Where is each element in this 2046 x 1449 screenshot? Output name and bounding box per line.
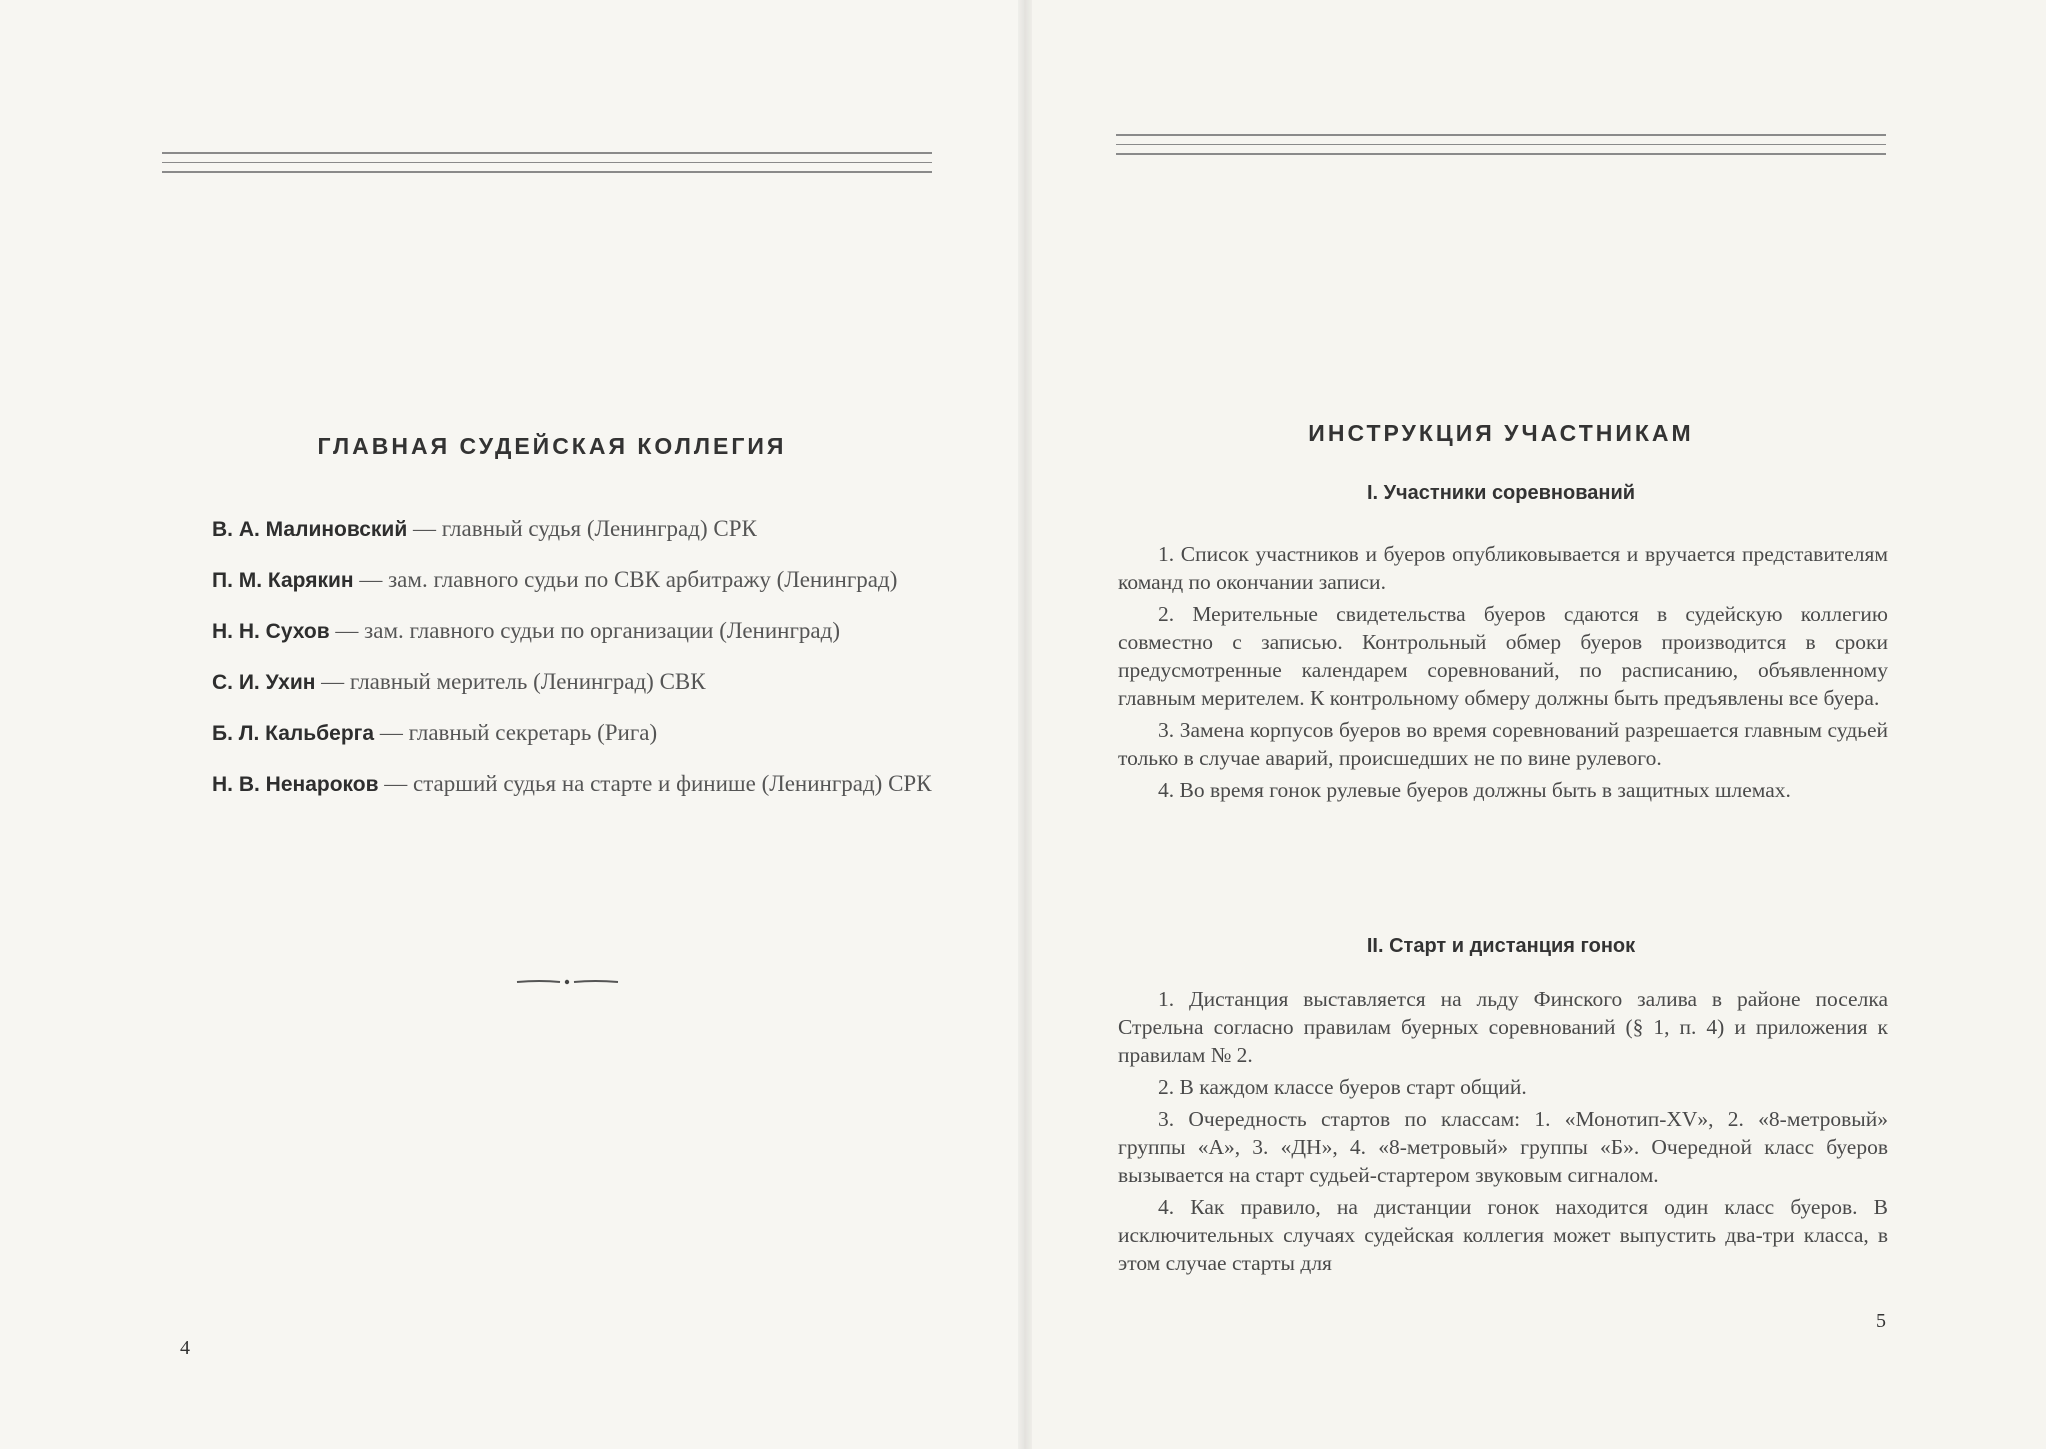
jury-heading: ГЛАВНАЯ СУДЕЙСКАЯ КОЛЛЕГИЯ [317,433,787,459]
section-2-body [1118,985,1888,1281]
member-name: С. И. Ухин [212,671,316,694]
book-gutter [1018,0,1032,1449]
jury-list [172,513,940,819]
member-role: — главный секретарь (Рига) [374,720,658,745]
paragraph: 4. Как правило, на дистанции гонок находится один класс буеров. В исключительных случаях судейская коллегия может выпустить два-три класса, в этом случае старты для [1118,1195,1888,1275]
member-role: — старший судья на старте и финише (Ленинград) СРК [378,771,932,796]
paragraph: 1. Дистанция выставляется на льду Финского залива в районе поселка Стрельна согласно правилам буерных соревнований (§ 1, п. 4) и приложения к правилам № 2. [1118,987,1888,1067]
paragraph: 4. Во время гонок рулевые буеров должны быть в защитных шлемах. [1158,778,1791,802]
jury-member [172,615,940,648]
instruction-heading: ИНСТРУКЦИЯ УЧАСТНИКАМ [1308,420,1694,446]
member-name: П. М. Карякин [212,569,354,592]
paragraph: 2. Мерительные свидетельства буеров сдаются в судейскую коллегию совместно с записью. Контрольный обмер буеров производится в сроки предусмотренные календарем соревнований, по расписанию, объявленному главным мерителем. К контрольному обмеру должны быть предъявлены все буера. [1118,602,1888,710]
jury-member [172,513,940,546]
member-role: — главный судья (Ленинград) СРК [407,516,757,541]
member-role: — зам. главного судьи по организации (Ленинград) [329,618,840,643]
page-number-left: 4 [180,1337,190,1359]
jury-member [172,666,940,699]
section-1-body [1118,540,1888,808]
top-rules [1116,134,1886,163]
section-2-title: II. Старт и дистанция гонок [1366,935,1636,957]
member-role: — зам. главного судьи по СВК арбитражу (Ленинград) [353,567,898,592]
member-name: В. А. Малиновский [212,518,408,541]
ornament-divider [515,977,620,987]
page-number-right: 5 [1876,1310,1886,1332]
jury-member [172,717,940,750]
paragraph: 3. Очередность стартов по классам: 1. «Монотип-XV», 2. «8-метровый» группы «А», 3. «ДН», 4. «8-метровый» группы «Б». Очередной класс буеров вызывается на старт судьей-стартером звуковым сигналом. [1118,1107,1888,1187]
paragraph: 2. В каждом классе буеров старт общий. [1158,1075,1527,1099]
member-name: Н. В. Ненароков [212,773,379,796]
paragraph: 3. Замена корпусов буеров во время соревнований разрешается главным судьей только в случае аварий, происшедших не по вине рулевого. [1118,718,1888,770]
jury-member [172,564,940,597]
member-role: — главный меритель (Ленинград) СВК [315,669,706,694]
section-1-title: I. Участники соревнований [1366,482,1636,504]
member-name: Н. Н. Сухов [212,620,330,643]
member-name: Б. Л. Кальберга [212,722,375,745]
jury-member [172,768,940,801]
top-rules [162,152,932,181]
paragraph: 1. Список участников и буеров опубликовывается и вручается представителям команд по окончании записи. [1118,542,1888,594]
